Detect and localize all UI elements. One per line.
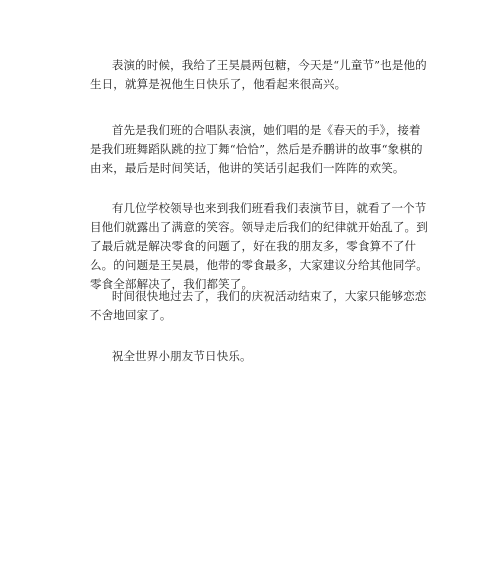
paragraph-1: 表演的时候，我给了王昊晨两包糖，今天是“儿童节”也是他的生日，就算是祝他生日快乐了，他看起来很高兴。 <box>90 58 427 91</box>
paragraph-2: 首先是我们班的合唱队表演，她们唱的是《春天的手》，接着是我们班舞蹈队跳的拉丁舞“恰恰”，然后是乔鹏讲的故事“象棋的由来，最后是时间笑话，他讲的笑话引起我们一阵阵的欢笑。 <box>90 123 423 175</box>
paragraph-3: 有几位学校领导也来到我们班看我们表演节目，就看了一个节目他们就露出了满意的笑容。领导走后我们的纪律就开始乱了。到了最后就是解决零食的问题了，好在我的朋友多，零食算不了什么。的问题是王昊晨，他带的零食最多，大家建议分给其他同学。零食全部解决了，我们都笑了。 <box>90 201 428 291</box>
paragraph-5: 祝全世界小朋友节日快乐。 <box>111 349 252 363</box>
paragraph-4: 时间很快地过去了，我们的庆祝活动结束了，大家只能够恋恋不舍地回家了。 <box>90 289 427 322</box>
